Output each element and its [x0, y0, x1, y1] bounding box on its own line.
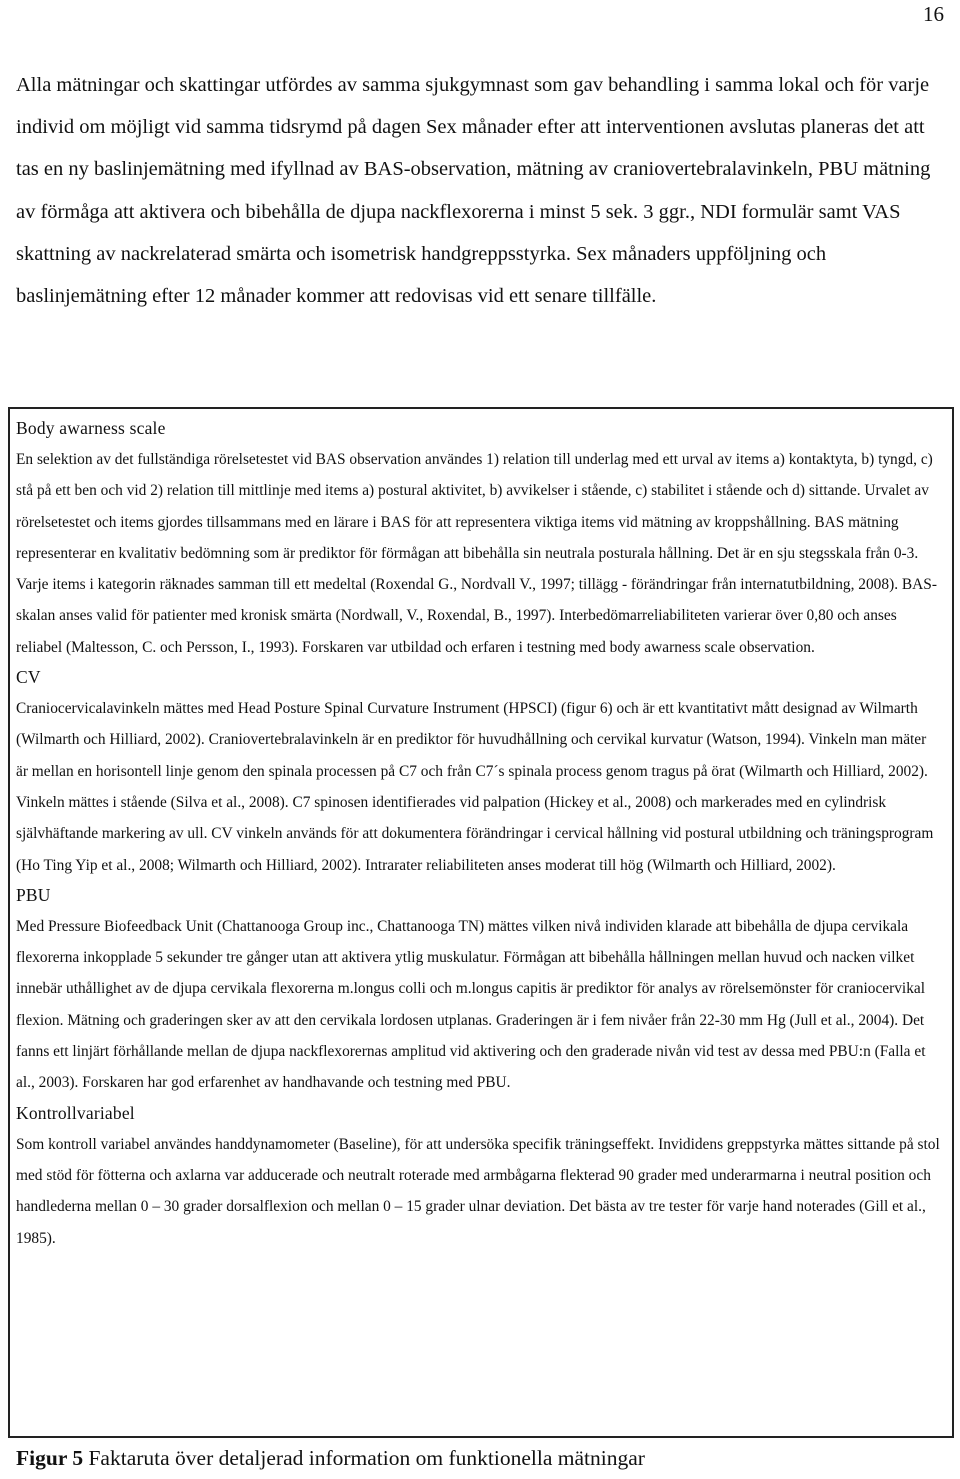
section-heading-kontrollvariabel: Kontrollvariabel: [16, 1102, 135, 1123]
section-heading-bas: Body awarness scale: [16, 418, 166, 438]
section-body-cv: Craniocervicalavinkeln mättes med Head Posture Spinal Curvature Instrument (HPSCI) (figur 6) och är ett kvantitativt mått designad av Wilmarth (Wilmarth och Hilliard, 2002). Craniovertebralavinkeln är en prediktor för huvudhållning och cervikal kurvatur (Watson, 1994). Vinkeln man mäter är mellan en horisontell linje genom den spinala processen på C7 och från C7´s spinala process genom tragus på örat (Wilmarth och Hilliard, 2002). Vinkeln mättes i stående (Silva et al., 2008). C7 spinosen identifierades vid palpation (Hickey et al., 2008) och markerades med en cylindrisk självhäftande markering av ull. CV vinkeln används för att dokumentera förändringar i cervical hållning vid postural utbildning och träningsprogram (Ho Ting Yip et al., 2008; Wilmarth och Hilliard, 2002). Intrarater reliabiliteten anses moderat till hög (Wilmarth och Hilliard, 2002).: [16, 700, 934, 874]
figure-caption: [16, 1446, 645, 1471]
intro-paragraph: Alla mätningar och skattingar utfördes av samma sjukgymnast som gav behandling i samma lokal och för varje individ om möjligt vid samma tidsrymd på dagen Sex månader efter att interventionen avslutas planeras det att tas en ny baslinjemätning med ifyllnad av BAS-observation, mätning av craniovertebralavinkeln, PBU mätning av förmåga att aktivera och bibehålla de djupa nackflexorerna i minst 5 sek. 3 ggr., NDI formulär samt VAS skattning av nackrelaterad smärta och isometrisk handgreppsstyrka. Sex månaders uppföljning och baslinjemätning efter 12 månader kommer att redovisas vid ett senare tillfälle.: [16, 74, 931, 308]
section-body-kontrollvariabel: Som kontroll variabel användes handdynamometer (Baseline), för att undersöka specifik träningseffekt. Invididens greppstyrka mättes sittande på stol med stöd för fötterna och axlarna var adducerade och neutralt roterade med armbågarna flekterad 90 grader med underarmarna i neutral position och handlederna mellan 0 – 30 grader dorsalflexion och mellan 0 – 15 grader ulnar deviation. Det bästa av tre tester för varje hand noterades (Gill et al., 1985).: [16, 1135, 940, 1247]
section-body-bas: En selektion av det fullständiga rörelsetestet vid BAS observation användes 1) relation till underlag med ett urval av items a) kontaktyta, b) tyngd, c) stå på ett ben och vid 2) relation till mittlinje med items a) postural aktivitet, b) avvikelser i stående, c) stabilitet i stående och d) sittande. Urvalet av rörelsetestet och items gjordes tillsammans med en lärare i BAS för att representera viktiga items vid mätning av kroppshållning. BAS mätning representerar en kvalitativ bedömning som är prediktor för förmågan att bibehålla sin neutrala posturala hållning. Det är en sju stegsskala från 0-3. Varje items i kategorin räknades samman till ett medeltal (Roxendal G., Nordvall V., 1997; tillägg - förändringar från internatutbildning, 2008). BAS-skalan anses valid för patienter med kronisk smärta (Nordwall, V., Roxendal, B., 1997). Interbedömarreliabiliteten varierar över 0,80 och anses reliabel (Maltesson, C. och Persson, I., 1993). Forskaren var utbildad och erfaren i testning med body awarness scale observation.: [16, 451, 937, 656]
figure-caption-label: Figur 5: [16, 1446, 84, 1470]
section-heading-cv: CV: [16, 667, 41, 688]
figure-caption-text: Faktaruta över detaljerad information om funktionella mätningar: [83, 1446, 645, 1470]
page-number: 16: [923, 2, 944, 26]
section-heading-pbu: PBU: [16, 884, 51, 905]
section-body-pbu: Med Pressure Biofeedback Unit (Chattanooga Group inc., Chattanooga TN) mättes vilken nivå individen klarade att bibehålla de djupa cervikala flexorerna inkopplade 5 sekunder tre gånger utan att aktivera ytlig muskulatur. Förmågan att bibehålla hållningen mellan huvud och nacken vilket innebär uthållighet av de djupa cervikala flexorerna m.longus colli och m.longus capitis är prediktor för analys av rörelsemönster för craniocervikal flexion. Mätning och graderingen sker av att den cervikala lordosen utplanas. Graderingen är i fem nivåer från 22-30 mm Hg (Jull et al., 2004). Det fanns ett linjärt förhållande mellan de djupa nackflexorernas amplitud vid aktivering och den graderade nivån vid test av dessa med PBU:n (Falla et al., 2003). Forskaren har god erfarenhet av handhavande och testning med PBU.: [16, 917, 926, 1092]
fact-box: [8, 407, 954, 1438]
fact-box-content: [16, 414, 941, 1254]
